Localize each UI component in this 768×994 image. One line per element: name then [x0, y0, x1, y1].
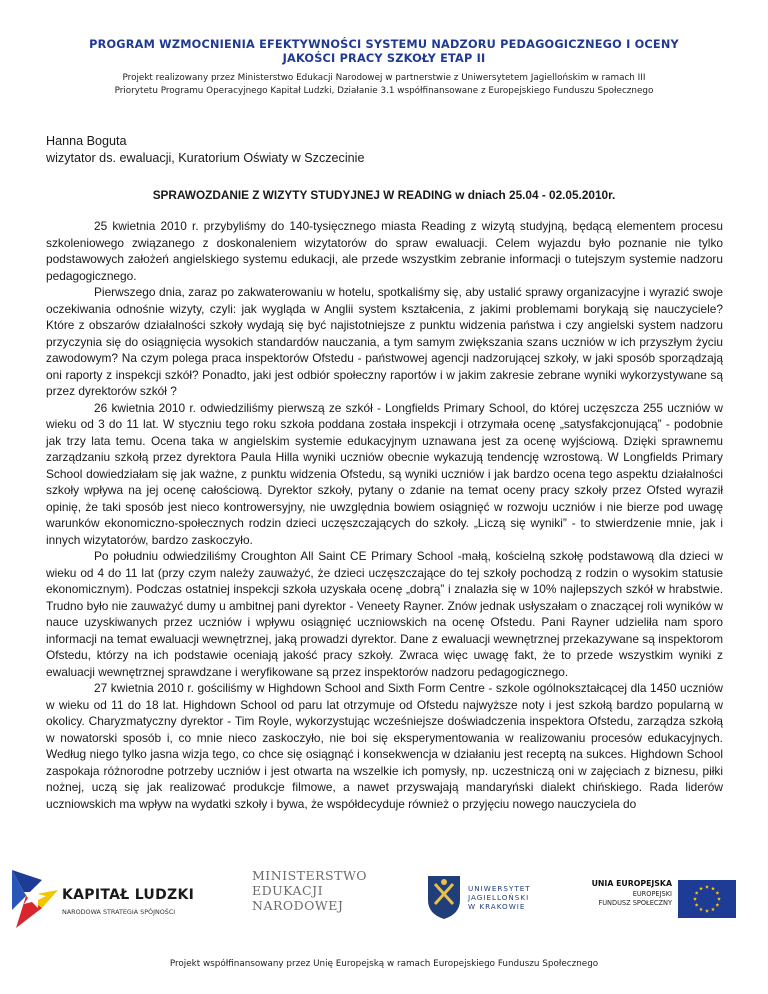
- eu-flag-icon: [678, 880, 736, 918]
- men-line2: EDUKACJI: [252, 883, 324, 898]
- program-title: [20, 38, 748, 66]
- author-name: Hanna Boguta: [46, 134, 127, 148]
- men-logo: [252, 868, 382, 930]
- paragraph-5: 27 kwietnia 2010 r. gościliśmy w Highdown School and Sixth Form Centre - szkole ogólnokształcącej dla 1450 uczniów w wieku od 11 do 18 lat. Highdown School od paru lat otrzymuje od Ofstedu najwyższe noty i jest szkołą bardzo popularną w okolicy. Charyzmatyczny dyrektor - Tim Royle, wykorzystując wcześniejsze doświadczenia inspektora Ofstedu, zarządza szkołą w nowatorski sposób i, co mnie nieco zaskoczyło, nie boi się eksperymentowania w realizowaniu procesów edukacyjnych. Według niego tylko jasna wizja tego, co chce się osiągnąć i konsekwencja w działaniu jest receptą na sukces. Highdown School zaspokaja różnorodne potrzeby uczniów i jest otwarta na wszelkie ich pomysły, np. uczestniczą oni w zajęciach z biznesu, piłki nożnej, uczą się jak realizować produkcje filmowe, a nawet przyswajają mandaryński dialekt chińskiego. Rada liderów uczniowskich ma wpływ na wydatki szkoły i bywa, że współdecyduje również o przyjęciu nowego nauczyciela do: [46, 681, 723, 811]
- kapital-ludzki-name: KAPITAŁ LUDZKI: [62, 887, 195, 903]
- paragraph-2: Pierwszego dnia, zaraz po zakwaterowaniu w hotelu, spotkaliśmy się, aby ustalić sprawy organizacyjne i wyrazić swoje oczekiwania odnośnie wizyty, czyli: jak wygląda w Anglii system kształcenia, z jakimi problemami borykają się nauczyciele? Które z obszarów działalności szkoły wydają się być najistotniejsze z punktu widzenia państwa i czy angielski system nadzoru przyczynia się do osiągnięcia wysokich standardów nauczania, a tym samym zwiększania szans uczniów w ich przyszłym życiu zawodowym? Na czym polega praca inspektorów Ofstedu - państwowej agencji nadzorującej szkoły, w jaki sposób sporządzają oni raporty z inspekcji szkół? Ponadto, jaki jest odbiór społeczny raportów i w jakim zakresie zebrane wyniki wykorzystywane są przez dyrektorów szkół ?: [46, 285, 723, 398]
- report-title: SPRAWOZDANIE Z WIZYTY STUDYJNEJ W READING w dniach 25.04 - 02.05.2010r.: [152, 188, 616, 202]
- author-role: wizytator ds. ewaluacji, Kuratorium Oświaty w Szczecinie: [46, 150, 365, 165]
- paragraph-4: Po południu odwiedziliśmy Croughton All Saint CE Primary School -małą, kościelną szkołę podstawową dla dzieci w wieku od 4 do 11 lat (przy czym należy zauważyć, że dzieci uczęszczające do tej szkoły pochodzą z rodzin o wysokim statusie ekonomicznym). Podczas ostatniej inspekcji szkoła uzyskała ocenę „dobrą” i znalazła się w 10% najlepszych szkół w hrabstwie. Trudno było nie zauważyć dumy u ambitnej pani dyrektor - Veneety Rayner. Znów jednak usłyszałam o znaczącej roli wyników w nauce uzyskiwanych przez uczniów i wpływu osiągnięć uczniowskich na ocenę Ofstedu. Pani Rayner udzieliła nam sporo informacji na temat ewaluacji wewnętrznej, jaką prowadzi dyrektor. Dane z ewaluacji wewnętrznej przekazywane są inspektorom Ofstedu, którzy na ich podstawie oceniają jakość pracy szkoły. Zwraca więc uwagę fakt, że to przede wszystkim wyniki z ewaluacji wewnętrznej sprawdzane i weryfikowane są przez inspektorów nadzoru pedagogicznego.: [46, 549, 723, 679]
- program-title-line2: JAKOŚCI PRACY SZKOŁY ETAP II: [282, 52, 486, 65]
- kapital-ludzki-star-icon: [12, 870, 58, 928]
- eu-logo: [566, 878, 756, 934]
- men-line1: MINISTERSTWO: [252, 868, 368, 883]
- uj-line3: W KRAKOWIE: [468, 902, 526, 911]
- paragraph-3: 26 kwietnia 2010 r. odwiedziliśmy pierwszą ze szkół - Longfields Primary School, do której uczęszcza 255 uczniów w wieku od 3 do 11 lat. W styczniu tego roku szkoła poddana została inspekcji i otrzymała ocenę „satysfakcjonującą” - podobnie jak trzy lata temu. Ocena taka w angielskim systemie edukacyjnym uznawana jest za ocenę wyjściową. Dzięki sprawnemu zarządzaniu szkołą przez dyrektora Paula Hilla wyniki uczniów obecnie wykazują tendencję wzrostową. W Longfields Primary School dowiedziałam się jak ważne, z punktu widzenia Ofstedu, są wyniki uczniów i jak bardzo ocena tego aspektu działalności szkoły wpływa na jej ocenę całościową. Dyrektor szkoły, pytany o zdanie na temat oceny pracy szkoły przez Ofsted wyraził opinię, że taki sposób jest nieco kontrowersyjny, nie uwzględnia bowiem osiągnięć w rozwoju uczniów i nie bierze pod uwagę warunków ekonomiczno-społecznych rodzin dzieci uczęszczających do szkoły. „Liczą się wyniki” - to stwierdzenie mnie, jak i innych wizytatorów, bardzo zaskoczyło.: [46, 400, 723, 547]
- uj-crest-icon: [426, 874, 462, 920]
- report-body: [46, 218, 723, 812]
- program-subtitle-line2: Priorytetu Programu Operacyjnego Kapitał Ludzki, Działanie 3.1 współfinansowane z Europejskiego Funduszu Społecznego: [114, 86, 654, 96]
- uj-line2: JAGIELLOŃSKI: [468, 893, 530, 902]
- uj-line1: UNIWERSYTET: [468, 884, 531, 893]
- program-title-line1: PROGRAM WZMOCNIENIA EFEKTYWNOŚCI SYSTEMU NADZORU PEDAGOGICZNEGO I OCENY: [89, 38, 679, 51]
- program-subtitle-line1: Projekt realizowany przez Ministerstwo Edukacji Narodowej w partnerstwie z Uniwersytetem Jagiellońskim w ramach III: [122, 73, 646, 83]
- uj-logo: [426, 874, 556, 930]
- paragraph-1: 25 kwietnia 2010 r. przybyliśmy do 140-tysięcznego miasta Reading z wizytą studyjną, będącą elementem procesu szkoleniowego związanego z doskonaleniem wizytatorów do spraw ewaluacji. Celem wyjazdu było poznanie nie tylko podstawowych założeń angielskiego systemu edukacji, ale przede wszystkim zebranie informacji o tutejszym systemie nadzoru pedagogicznego.: [46, 219, 723, 283]
- kapital-ludzki-tagline: NARODOWA STRATEGIA SPÓJNOŚCI: [62, 908, 176, 916]
- program-subtitle: [20, 72, 748, 98]
- eu-line2: FUNDUSZ SPOŁECZNY: [598, 899, 672, 907]
- footer-note: Projekt współfinansowany przez Unię Europejską w ramach Europejskiego Funduszu Społecznego: [169, 959, 599, 969]
- kapital-ludzki-logo: [12, 870, 212, 930]
- logo-strip: [0, 868, 768, 938]
- men-line3: NARODOWEJ: [252, 898, 344, 913]
- eu-title: UNIA EUROPEJSKA: [591, 879, 672, 888]
- author-block: [46, 133, 726, 166]
- eu-line1: EUROPEJSKI: [632, 890, 672, 898]
